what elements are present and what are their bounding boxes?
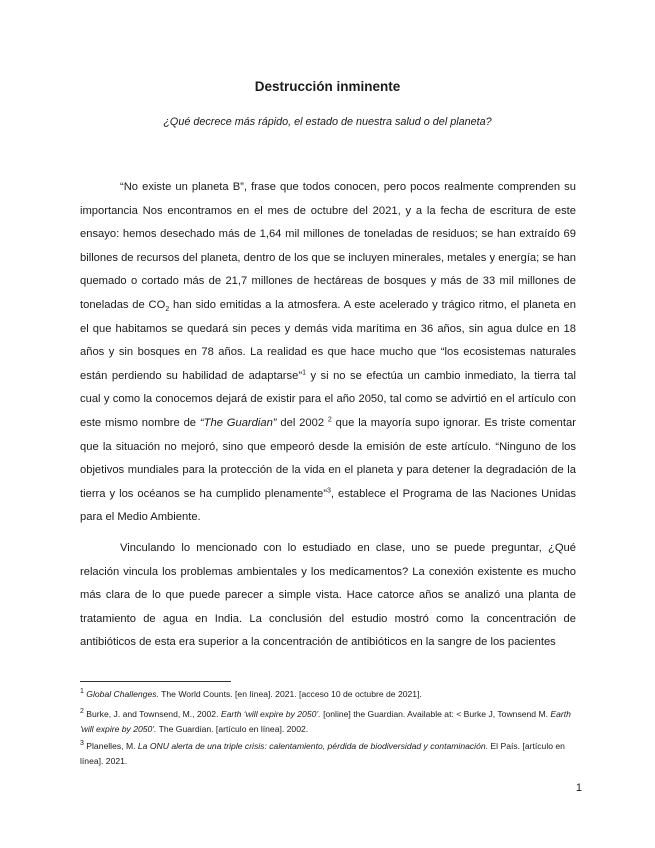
page-number: 1 bbox=[575, 782, 582, 794]
footnote-ref-2[interactable]: 2 bbox=[327, 416, 332, 424]
footnote-italic: Earth 'will expire by 2050'. bbox=[80, 709, 571, 734]
guardian-italic: “The Guardian” bbox=[199, 416, 277, 429]
text-run: y si no se efectúa un cambio inmediato, la tierra tal cual y como la conocemos dejará de existir para el año 2050, tal como se advirtió en el artículo con este mismo nombre de bbox=[80, 369, 576, 429]
text-run: que la mayoría supo ignorar. Es triste comentar que la situación no mejoró, sino que empeoró desde la emisión de este artículo. “Ninguno de los objetivos mundiales para la protección de la vida en el planeta y para detener la degradación de la tierra y los océanos se ha cumplido plenamente” bbox=[80, 416, 576, 500]
footnote-text: Burke, J. and Townsend, M., 2002. bbox=[83, 709, 221, 719]
footnote-mark: 1 bbox=[80, 688, 84, 696]
footnote-mark: 3 bbox=[80, 740, 84, 748]
co2-subscript: 2 bbox=[165, 306, 170, 314]
text-run: han sido emitidas a la atmosfera. A este acelerado y trágico ritmo, el planeta en el que habitamos se quedará sin peces y demás vida marítima en 36 años, sin agua dulce en 18 años y sin bosques en 78 años. La realidad es que hace mucho que “los ecosistemas naturales están perdiendo su habilidad de adaptarse” bbox=[80, 298, 576, 382]
footnote-text: The World Counts. [en línea]. 2021. [acceso 10 de octubre de 2021]. bbox=[158, 689, 422, 699]
text-run: “No existe un planeta B”, frase que todos conocen, pero pocos realmente comprenden su importancia Nos encontramos en el mes de octubre del 2021, y a la fecha de escritura de este ensayo: hemos desechado más de 1,64 mil millones de toneladas de residuos; se han extraído 69 billones de recursos del planeta, dentro de los que se incluyen minerales, metales y energía; se han quemado o cortado más de 21,7 millones de hectáreas de bosques y más de 33 mil millones de toneladas de CO bbox=[80, 181, 576, 311]
footnote-1 bbox=[80, 687, 576, 702]
body-paragraph-1 bbox=[80, 176, 576, 530]
footnote-text: [online] the Guardian. Available at: < Burke J, Townsend M. bbox=[320, 709, 551, 719]
footnote-text: Planelles, M. bbox=[83, 741, 138, 751]
footnote-separator bbox=[80, 681, 231, 682]
footnote-text: The Guardian. [artículo en línea]. 2002. bbox=[156, 723, 309, 734]
footnote-mark: 2 bbox=[80, 708, 84, 716]
text-run: del 2002 bbox=[276, 416, 328, 429]
document-subtitle: ¿Qué decrece más rápido, el estado de nuestra salud o del planeta? bbox=[163, 116, 492, 128]
body-paragraph-2: Vinculando lo mencionado con lo estudiado en clase, uno se puede preguntar, ¿Qué relación vincula los problemas ambientales y los medicamentos? La conexión existente es mucho más clara de lo que puede parecer a simple vista. Hace catorce años se analizó una planta de tratamiento de agua en India. La conclusión del estudio mostró como la concentración de antibióticos de esta era superior a la concentración de antibióticos en la sangre de los pacientes bbox=[80, 542, 576, 649]
document-title: Destrucción inminente bbox=[254, 79, 401, 94]
footnote-ref-3[interactable]: 3 bbox=[326, 486, 331, 494]
footnote-3 bbox=[80, 739, 576, 768]
footnote-italic: La ONU alerta de una triple crisis: calentamiento, pérdida de biodiversidad y contaminación. bbox=[137, 741, 489, 751]
footnote-2 bbox=[80, 707, 576, 736]
footnote-text: El País. [artículo en línea]. 2021. bbox=[80, 741, 565, 766]
footnote-ref-1[interactable]: 1 bbox=[302, 369, 306, 377]
footnote-italic: Earth ‘will expire by 2050’. bbox=[220, 709, 321, 719]
footnote-italic: Global Challenges. bbox=[86, 689, 159, 699]
text-run: , establece el Programa de las Naciones Unidas para el Medio Ambiente. bbox=[80, 487, 576, 524]
